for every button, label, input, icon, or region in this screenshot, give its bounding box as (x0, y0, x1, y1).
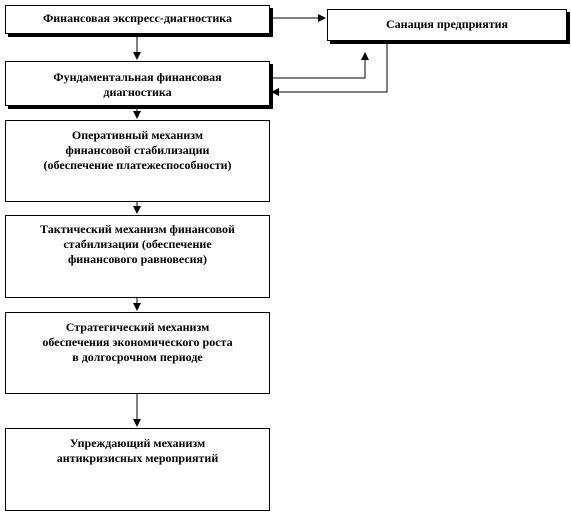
strategic-mechanism-box (5, 312, 270, 394)
tactical-mechanism-line-3: финансового равновесия) (67, 252, 208, 266)
sanation-label: Санация предприятия (385, 17, 509, 31)
fundamental-diagnostics-line-2: диагностика (103, 85, 172, 99)
fundamental-diagnostics-box (5, 61, 270, 106)
strategic-mechanism-line-1: Стратегический механизм (65, 320, 210, 334)
strategic-mechanism-line-2: обеспечения экономического роста (42, 335, 233, 349)
express-diagnostics-label: Финансовая экспресс-диагностика (42, 11, 233, 25)
tactical-mechanism-line-1: Тактический механизм финансовой (40, 222, 235, 236)
sanation-box (327, 9, 567, 41)
arrow-fundamental-to-sanation (273, 53, 365, 78)
operational-mechanism-line-2: финансовой стабилизации (65, 143, 210, 157)
express-diagnostics-box (5, 5, 270, 34)
operational-mechanism-line-1: Оперативный механизм (71, 128, 204, 142)
strategic-mechanism-line-3: в долгосрочном периоде (72, 350, 203, 364)
tactical-mechanism-line-2: стабилизации (обеспечение (63, 237, 212, 251)
operational-mechanism-box (5, 120, 270, 202)
preventive-mechanism-line-2: антикризисных мероприятий (56, 451, 219, 465)
tactical-mechanism-box (5, 215, 270, 298)
operational-mechanism-line-3: (обеспечение платежеспособности) (43, 158, 232, 172)
preventive-mechanism-box (5, 428, 270, 511)
preventive-mechanism-line-1: Упреждающий механизм (69, 436, 206, 450)
fundamental-diagnostics-line-1: Фундаментальная финансовая (53, 70, 222, 84)
arrow-sanation-to-fundamental (272, 44, 387, 92)
